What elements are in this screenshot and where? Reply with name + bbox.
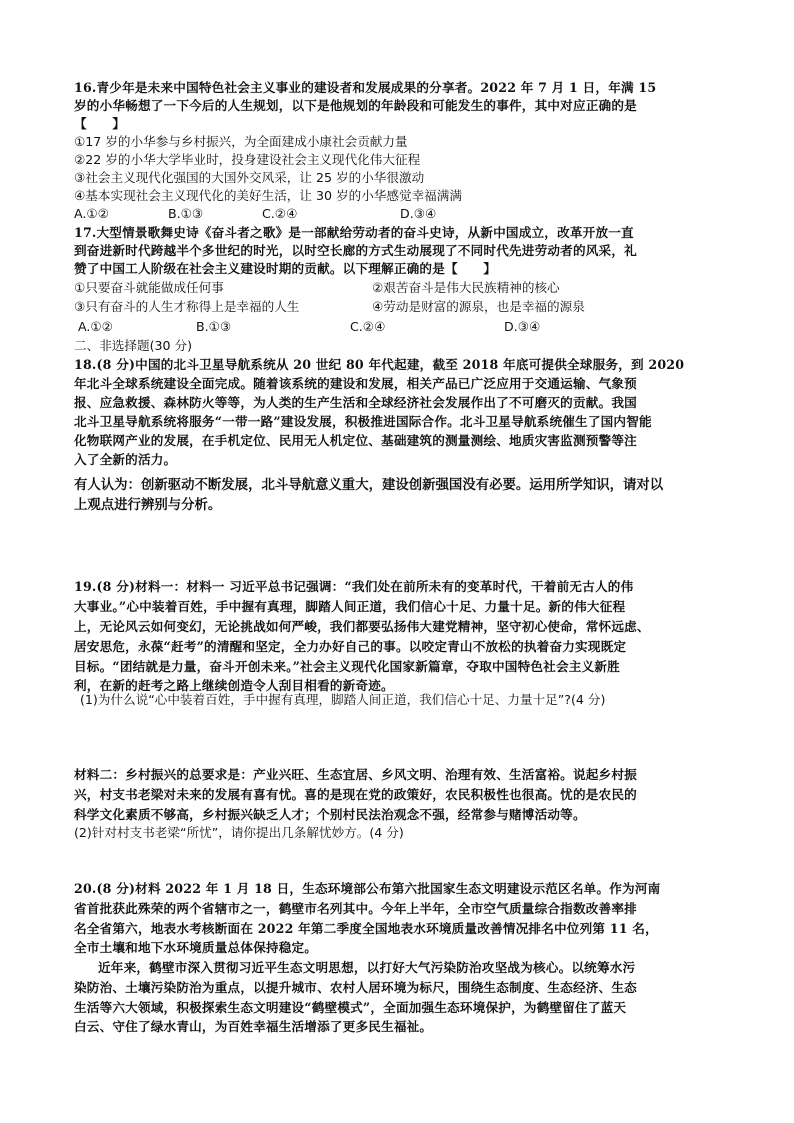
q18-stem-line-5: 化物联网产业的发展，在手机定位、民用无人机定位、基础建筑的测量测绘、地质灾害监测预警等注 [74, 433, 637, 448]
q18-stem-line-2: 年北斗全球系统建设全面完成。随着该系统的建设和发展，相关产品已广泛应用于交通运输、气象预 [74, 376, 637, 391]
q17-item-1: ①只要奋斗就能做成任何事 [74, 280, 224, 295]
q20-para2-line-1: 近年来，鹤壁市深入贯彻习近平生态文明思想，以打好大气污染防治攻坚战为核心。以统筹水污 [98, 960, 636, 975]
q17-option-c: C.②④ [350, 319, 386, 334]
q19-material2-line-1: 材料二：乡村振兴的总要求是：产业兴旺、生态宜居、乡风文明、治理有效、生活富裕。说起乡村振 [74, 767, 637, 782]
q17-option-a: A.①② [78, 319, 113, 334]
q17-stem-line-1: 17.大型情景歌舞史诗《奋斗者之歌》是一部献给劳动者的奋斗史诗，从新中国成立，改革开放一直 [74, 225, 634, 240]
q16-stem-line-2: 岁的小华畅想了一下今后的人生规划，以下是他规划的年龄段和可能发生的事件，其中对应正确的是 [74, 98, 637, 113]
q18-stem-line-3: 报、应急救援、森林防火等等，为人类的生产生活和全球经济社会发展作出了不可磨灭的贡献。我国 [74, 395, 637, 410]
q20-para2-line-3: 生活等六大领域，积极探索生态文明建设“鹤壁模式”，全面加强生态环境保护，为鹤壁留住了蓝天 [74, 1000, 627, 1015]
q17-item-2: ②艰苦奋斗是伟大民族精神的核心 [372, 280, 560, 295]
q18-stem-line-6: 入了全新的活力。 [74, 452, 177, 467]
q16-option-b: B.①③ [168, 206, 204, 221]
q16-item-4: ④基本实现社会主义现代化的美好生活，让 30 岁的小华感觉幸福满满 [74, 188, 462, 203]
q18-stem-line-4: 北斗卫星导航系统将服务“一带一路”建设发展，积极推进国际合作。北斗卫星导航系统催生了国内智能 [74, 414, 652, 429]
q19-material2-line-3: 科学文化素质不够高，乡村振兴缺乏人才；个别村民法治观念不强，经常参与赌博活动等。 [74, 807, 586, 822]
q17-option-b: B.①③ [196, 319, 232, 334]
q16-option-a: A.①② [74, 206, 109, 221]
q20-para1-line-4: 全市土壤和地下水环境质量总体保持稳定。 [74, 940, 318, 955]
q19-material2-line-2: 兴，村支书老梁对未来的发展有喜有忧。喜的是现在党的政策好，农民积极性也很高。忧的是农民的 [74, 787, 637, 802]
q20-para1-line-3: 名全省第六，地表水考核断面在 2022 年第二季度全国地表水环境质量改善情况排名中位列第 11 名， [74, 921, 658, 936]
q19-material1-line-3: 上，无论风云如何变幻，无论挑战如何严峻，我们都要弘扬伟大建党精神，坚守初心使命，常怀远虑、 [74, 619, 650, 634]
q20-para1-line-1: 20.(8 分)材料 2022 年 1 月 18 日，生态环境部公布第六批国家生态文明建设示范区名单。作为河南 [74, 881, 661, 896]
q18-question-line-1: 有人认为：创新驱动不断发展，北斗导航意义重大，建设创新强国没有必要。运用所学知识，请对以 [74, 478, 664, 493]
q16-item-2: ②22 岁的小华大学毕业时，投身建设社会主义现代化伟大征程 [74, 152, 421, 167]
q17-item-4: ④劳动是财富的源泉，也是幸福的源泉 [372, 299, 585, 314]
section-heading: 二、非选择题(30 分) [74, 338, 193, 353]
q19-material1-line-4: 居安思危，永葆“赶考”的清醒和坚定，全力办好自己的事。以咬定青山不放松的执着奋力实现既定 [74, 639, 627, 654]
q20-para2-line-4: 白云、守住了绿水青山，为百姓幸福生活增添了更多民生福祉。 [74, 1019, 433, 1034]
q16-item-1: ①17 岁的小华参与乡村振兴，为全面建成小康社会贡献力量 [74, 134, 408, 149]
q17-option-d: D.③④ [504, 319, 541, 334]
q17-stem-line-3: 赞了中国工人阶级在社会主义建设时期的贡献。以下理解正确的是【 】 [74, 261, 497, 276]
q16-answer-bracket: 【 】 [74, 116, 126, 131]
q19-sub-question-2: (2)针对村支书老梁“所忧”，请你提出几条解忧妙方。(4 分) [74, 825, 404, 840]
q18-stem-line-1: 18.(8 分)中国的北斗卫星导航系统从 20 世纪 80 年代起建，截至 2018 年底可提供全球服务，到 2020 [74, 357, 685, 372]
q16-option-d: D.③④ [400, 206, 437, 221]
q20-para2-line-2: 染防治、土壤污染防治为重点，以提升城市、农村人居环境为标尺，围绕生态制度、生态经济、生态 [74, 980, 637, 995]
q16-option-c: C.②④ [262, 206, 298, 221]
q20-para1-line-2: 省首批获此殊荣的两个省辖市之一，鹤壁市名列其中。今年上半年，全市空气质量综合指数改善率排 [74, 901, 637, 916]
q18-question-line-2: 上观点进行辨别与分析。 [74, 498, 222, 513]
q16-item-3: ③社会主义现代化强国的大国外交风采，让 25 岁的小华很激动 [74, 170, 425, 185]
q16-stem-line-1: 16.青少年是未来中国特色社会主义事业的建设者和发展成果的分享者。2022 年 7 月 1 日，年满 15 [74, 80, 657, 95]
q17-item-3: ③只有奋斗的人生才称得上是幸福的人生 [74, 299, 300, 314]
q19-material1-line-2: 大事业。”心中装着百姓，手中握有真理，脚踏人间正道，我们信心十足、力量十足。新的伟大征程 [74, 599, 626, 614]
q19-material1-line-5: 目标。“团结就是力量，奋斗开创未来。”社会主义现代化国家新篇章，夺取中国特色社会主义新胜 [74, 659, 620, 674]
q19-material1-line-1: 19.(8 分)材料一：材料一 习近平总书记强调：“我们处在前所未有的变革时代，干着前无古人的伟 [74, 579, 634, 594]
q19-material1-line-6: 利，在新的赶考之路上继续创造令人刮目相看的新奇迹。 [74, 678, 394, 693]
q17-stem-line-2: 到奋进新时代跨越半个多世纪的时光，以时空长廊的方式生动展现了不同时代先进劳动者的风采，礼 [74, 243, 637, 258]
q19-sub-question-1: (1)为什么说“心中装着百姓，手中握有真理，脚踏人间正道，我们信心十足、力量十足”?(4 分) [80, 692, 606, 707]
